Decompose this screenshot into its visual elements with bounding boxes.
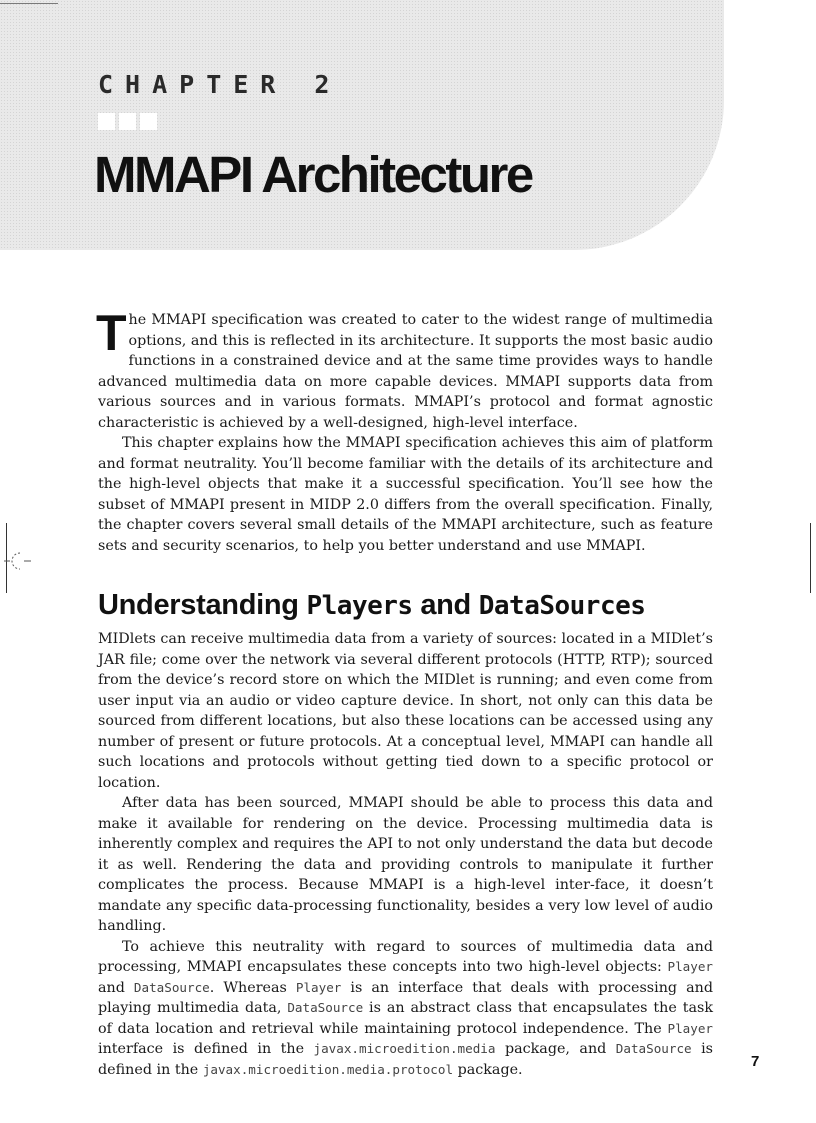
inline-code: DataSource — [133, 979, 210, 995]
drop-cap: T — [96, 305, 127, 361]
ornament-square — [119, 113, 136, 130]
section-paragraph-2: After data has been sourced, MMAPI should be able to process this data and make it available for rendering on the device. Processing multimedia data is inherently complex and requires the API to not only understand the data but decode it as well. Rendering the data and providing controls to manipulate it further complicates the process. Because MMAPI is a high-level inter-face, it doesn’t mandate any specific data-processing functionality, besides a very low level of audio handling. — [98, 795, 713, 934]
ornament-square — [140, 113, 157, 130]
heading-text: Understanding — [98, 589, 307, 621]
inline-code: javax.microedition.media — [313, 1041, 496, 1056]
crop-mark — [0, 3, 58, 4]
intro-paragraph-1 — [96, 305, 713, 433]
page-number: 7 — [751, 1053, 760, 1070]
paragraph-text: is an abstract class that encapsulates the task of data location and retrieval while maintaining protocol independence. The — [98, 1000, 713, 1037]
section-text — [98, 629, 713, 1080]
registration-mark-icon — [4, 548, 32, 574]
paragraph-text: . Whereas — [209, 979, 296, 996]
heading-text: and — [412, 589, 479, 621]
paragraph-text: interface is defined in the — [98, 1041, 314, 1057]
heading-code: DataSources — [478, 591, 646, 621]
paragraph-text: is defined in the — [98, 1041, 713, 1078]
ornament-square — [98, 113, 115, 130]
intro-paragraph-1-text: he MMAPI specification was created to cater to the widest range of multimedia options, and this is reflected in its architecture. It supports the most basic audio functions in a constrained device and at the same time provides ways to handle advanced multimedia data on more capable devices. MMAPI supports data from various sources and in various formats. MMAPI’s protocol and format agnostic characteristic is achieved by a well-designed, high-level interface. — [98, 312, 713, 431]
intro-text — [96, 305, 713, 556]
inline-code: Player — [667, 959, 713, 974]
inline-code: DataSource — [615, 1041, 692, 1056]
paragraph-text: package, and — [495, 1041, 616, 1057]
paragraph-text: and — [98, 979, 134, 996]
paragraph-text: To achieve this neutrality with regard to sources of multimedia data and processing, MMAPI encapsulates these concepts into two high-level objects: — [98, 938, 713, 975]
chapter-title: MMAPI Architecture — [94, 146, 532, 203]
inline-code: Player — [295, 979, 342, 995]
chapter-label: CHAPTER 2 — [98, 70, 342, 99]
section-heading — [98, 589, 645, 622]
paragraph-text: package. — [453, 1061, 523, 1078]
chapter-ornament — [98, 113, 157, 130]
section-paragraph-3 — [98, 937, 713, 1081]
intro-paragraph-2: This chapter explains how the MMAPI specification achieves this aim of platform and format neutrality. You’ll become familiar with the details of its architecture and the high-level objects that make it a successful specification. You’ll see how the subset of MMAPI present in MIDP 2.0 differs from the overall specification. Finally, the chapter covers several small details of the MMAPI architecture, such as feature sets and security scenarios, to help you better understand and use MMAPI. — [98, 435, 713, 554]
paragraph-text: is an interface that deals with processing and playing multimedia data, — [98, 979, 713, 1016]
inline-code: javax.microedition.media.protocol — [202, 1061, 454, 1077]
margin-rule-right — [810, 523, 811, 593]
inline-code: DataSource — [287, 1000, 364, 1015]
section-paragraph-1: MIDlets can receive multimedia data from a variety of sources: located in a MIDlet’s JAR file; come over the network via several different protocols (HTTP, RTP); sourced from the device’s record store on which the MIDlet is running; and even come from user input via an audio or video capture device. In short, not only can this data be sourced from different locations, but also these locations can be accessed using any number of present or future protocols. At a conceptual level, MMAPI can handle all such locations and protocols without getting tied down to a specific protocol or location. — [98, 631, 713, 791]
inline-code: Player — [667, 1020, 713, 1036]
heading-code: Players — [306, 591, 413, 621]
